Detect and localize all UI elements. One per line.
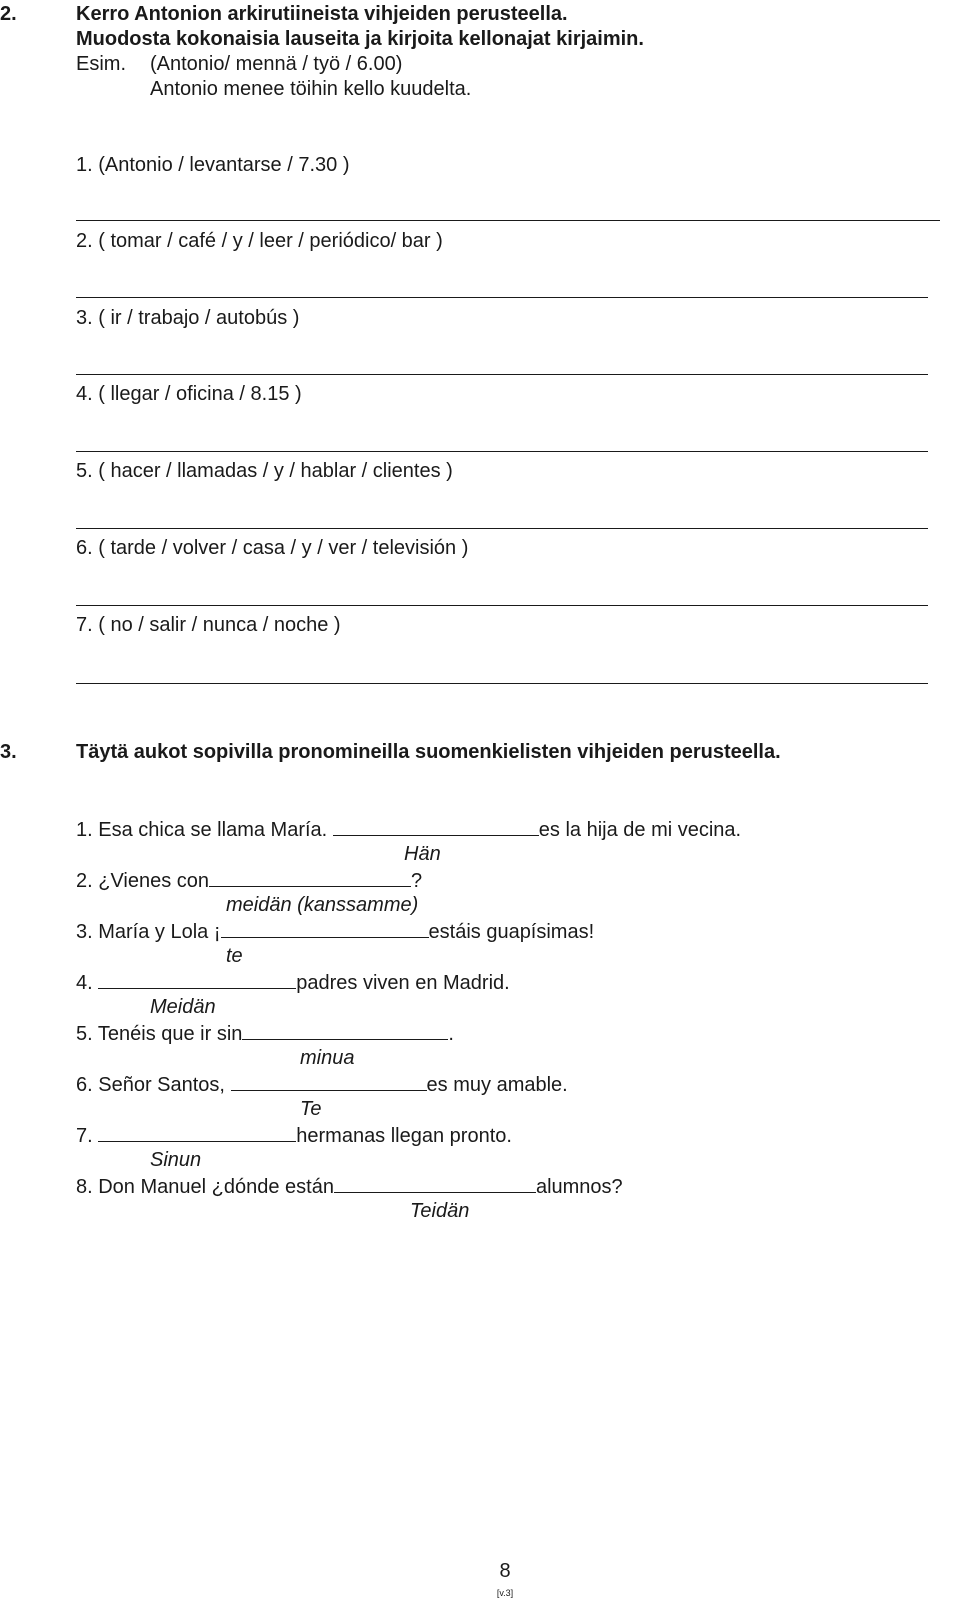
exercise-2-number: 2. — [0, 3, 17, 25]
exercise-3-item-5 — [76, 1021, 454, 1046]
item-text-before: 4. — [76, 972, 93, 994]
answer-line-4[interactable] — [76, 451, 928, 452]
hint-2: meidän (kanssamme) — [226, 894, 419, 916]
item-text-after: ? — [411, 870, 423, 892]
exercise-3-item-3 — [76, 919, 594, 944]
example-prompt: (Antonio/ mennä / työ / 6.00) — [150, 53, 403, 75]
fill-blank-5[interactable] — [242, 1021, 448, 1040]
item-text-after: es la hija de mi vecina. — [538, 819, 742, 841]
exercise-2-title-line1: Kerro Antonion arkirutiineista vihjeiden perusteella. — [76, 3, 568, 25]
exercise-3-item-2 — [76, 868, 422, 893]
answer-line-5[interactable] — [76, 528, 928, 529]
item-text-after: padres viven en Madrid. — [296, 972, 510, 994]
item-text-after: es muy amable. — [426, 1074, 568, 1096]
hint-6: Te — [300, 1098, 322, 1120]
exercise-2-item-5: 5. ( hacer / llamadas / y / hablar / clientes ) — [76, 460, 453, 482]
item-text-before: 5. Tenéis que ir sin — [76, 1023, 243, 1045]
answer-line-6[interactable] — [76, 605, 928, 606]
answer-line-1[interactable] — [76, 220, 940, 221]
hint-8: Teidän — [410, 1200, 470, 1222]
item-text-before: 8. Don Manuel ¿dónde están — [76, 1176, 334, 1198]
answer-line-7[interactable] — [76, 683, 928, 684]
exercise-2-item-1: 1. (Antonio / levantarse / 7.30 ) — [76, 154, 350, 176]
exercise-2-item-6: 6. ( tarde / volver / casa / y / ver / televisión ) — [76, 537, 469, 559]
exercise-2-item-7: 7. ( no / salir / nunca / noche ) — [76, 614, 341, 636]
item-text-before: 7. — [76, 1125, 93, 1147]
exercise-2-item-3: 3. ( ir / trabajo / autobús ) — [76, 307, 300, 329]
fill-blank-4[interactable] — [98, 970, 296, 989]
hint-5: minua — [300, 1047, 355, 1069]
fill-blank-2[interactable] — [209, 868, 411, 887]
example-answer: Antonio menee töihin kello kuudelta. — [150, 78, 472, 100]
fill-blank-6[interactable] — [231, 1072, 427, 1091]
item-text-before: 2. ¿Vienes con — [76, 870, 210, 892]
hint-7: Sinun — [150, 1149, 202, 1171]
fill-blank-1[interactable] — [333, 817, 539, 836]
item-text-after: estáis guapísimas! — [428, 921, 595, 943]
exercise-3-item-8 — [76, 1174, 623, 1199]
hint-1: Hän — [404, 843, 441, 865]
item-text-before: 6. Señor Santos, — [76, 1074, 225, 1096]
answer-line-2[interactable] — [76, 297, 928, 298]
hint-4: Meidän — [150, 996, 216, 1018]
exercise-3-number: 3. — [0, 741, 17, 763]
page-number: 8 — [499, 1560, 511, 1582]
exercise-3-item-4 — [76, 970, 510, 995]
item-text-after: . — [448, 1023, 454, 1045]
example-label: Esim. — [76, 53, 126, 75]
exercise-2-item-2: 2. ( tomar / café / y / leer / periódico/ bar ) — [76, 230, 443, 252]
fill-blank-3[interactable] — [221, 919, 429, 938]
item-text-after: alumnos? — [535, 1176, 623, 1198]
fill-blank-7[interactable] — [98, 1123, 296, 1142]
exercise-3-item-1 — [76, 817, 741, 842]
exercise-3-title: Täytä aukot sopivilla pronomineilla suomenkielisten vihjeiden perusteella. — [76, 741, 781, 763]
item-text-before: 3. María y Lola ¡ — [76, 921, 221, 943]
answer-line-3[interactable] — [76, 374, 928, 375]
exercise-2-title-line2: Muodosta kokonaisia lauseita ja kirjoita kellonajat kirjaimin. — [76, 28, 644, 50]
exercise-2-item-4: 4. ( llegar / oficina / 8.15 ) — [76, 383, 302, 405]
hint-3: te — [226, 945, 243, 967]
page-version: [v.3] — [496, 1588, 514, 1598]
fill-blank-8[interactable] — [334, 1174, 536, 1193]
exercise-3-item-7 — [76, 1123, 512, 1148]
item-text-before: 1. Esa chica se llama María. — [76, 819, 328, 841]
item-text-after: hermanas llegan pronto. — [296, 1125, 512, 1147]
exercise-3-item-6 — [76, 1072, 568, 1097]
